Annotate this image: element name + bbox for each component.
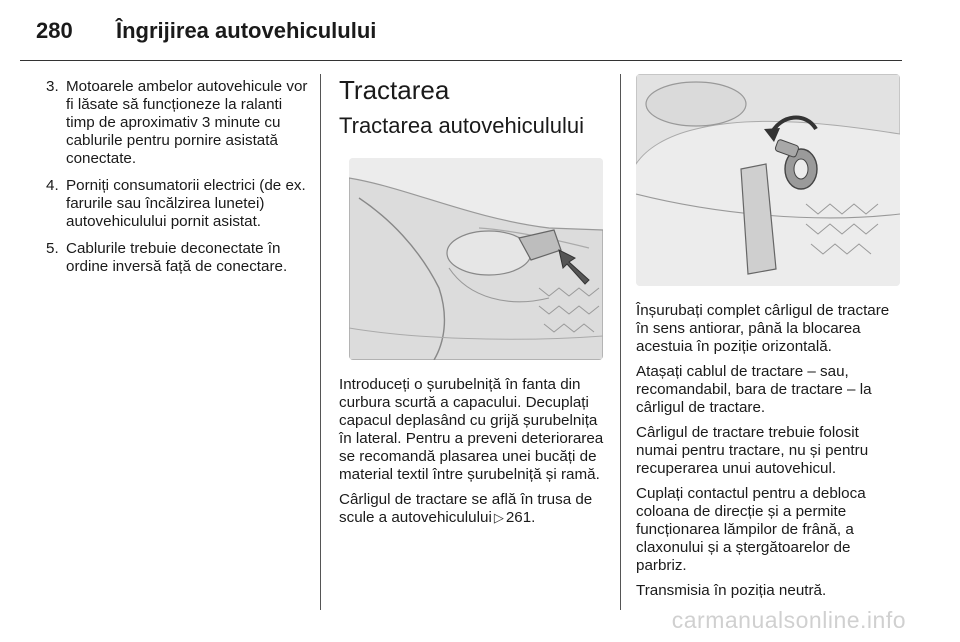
- chapter-title: Îngrijirea autovehiculului: [116, 18, 377, 43]
- tow-hook-location-text: Cârligul de tractare se află în trusa de scule a autovehiculului: [339, 491, 593, 526]
- page-reference-icon: ▷: [493, 510, 504, 525]
- tow-hook-illustration: [636, 74, 900, 286]
- step-number: 5.: [46, 240, 59, 257]
- step-text: Porniți consumatorii electrici (de ex. farurile sau încălzirea lunetei) autovehiculului pornit asistat.: [66, 177, 306, 230]
- column-left: [46, 78, 308, 285]
- column-right: [636, 74, 904, 607]
- page-reference: 261.: [505, 509, 536, 526]
- list-item: [46, 240, 308, 276]
- instruction-paragraph: Transmisia în poziția neutră.: [636, 582, 827, 599]
- column-middle: [339, 74, 605, 534]
- instruction-paragraph: Cârligul de tractare trebuie folosit numai pentru tractare, nu și pentru recuperarea unui autovehicul.: [636, 424, 869, 477]
- step-number: 4.: [46, 177, 59, 194]
- page-number: 280: [36, 18, 73, 43]
- header-divider: [20, 60, 902, 61]
- list-item: [46, 177, 308, 231]
- step-text: Motoarele ambelor autovehicule vor fi lăsate să funcționeze la ralanti timp de aproximativ 3 minute cu cablurile pentru pornire asistată conectate.: [66, 78, 308, 167]
- instruction-paragraph: Înșurubați complet cârligul de tractare în sens antiorar, până la blocarea acestuia în poziție orizontală.: [636, 302, 890, 355]
- column-divider-right: [620, 74, 621, 610]
- column-divider-left: [320, 74, 321, 610]
- watermark: carmanualsonline.info: [671, 607, 906, 633]
- list-item: [46, 78, 308, 168]
- step-number: 3.: [46, 78, 59, 95]
- steps-list: [46, 78, 308, 276]
- instruction-paragraph: Introduceți o șurubelniță în fanta din curbura scurtă a capacului. Decuplați capacul deplasând cu grijă șurubelnița în lateral. Pentru a preveni deteriorarea se recomandă plasarea unei bucăți de material textil între șurubelniță și ramă.: [339, 376, 604, 483]
- bumper-cover-illustration: [349, 158, 603, 360]
- step-text: Cablurile trebuie deconectate în ordine inversă față de conectare.: [66, 240, 288, 275]
- section-heading: Tractarea: [339, 75, 450, 105]
- instruction-paragraph: [339, 491, 605, 527]
- instruction-paragraph: Atașați cablul de tractare – sau, recomandabil, bara de tractare – la cârligul de tractare.: [636, 363, 872, 416]
- page-header: [36, 18, 904, 58]
- instruction-paragraph: Cuplați contactul pentru a debloca coloana de direcție și a permite funcționarea lămpilor de frână, a claxonului și a ștergătoarelor de parbriz.: [636, 485, 866, 574]
- section-subheading: Tractarea autovehiculului: [339, 113, 584, 138]
